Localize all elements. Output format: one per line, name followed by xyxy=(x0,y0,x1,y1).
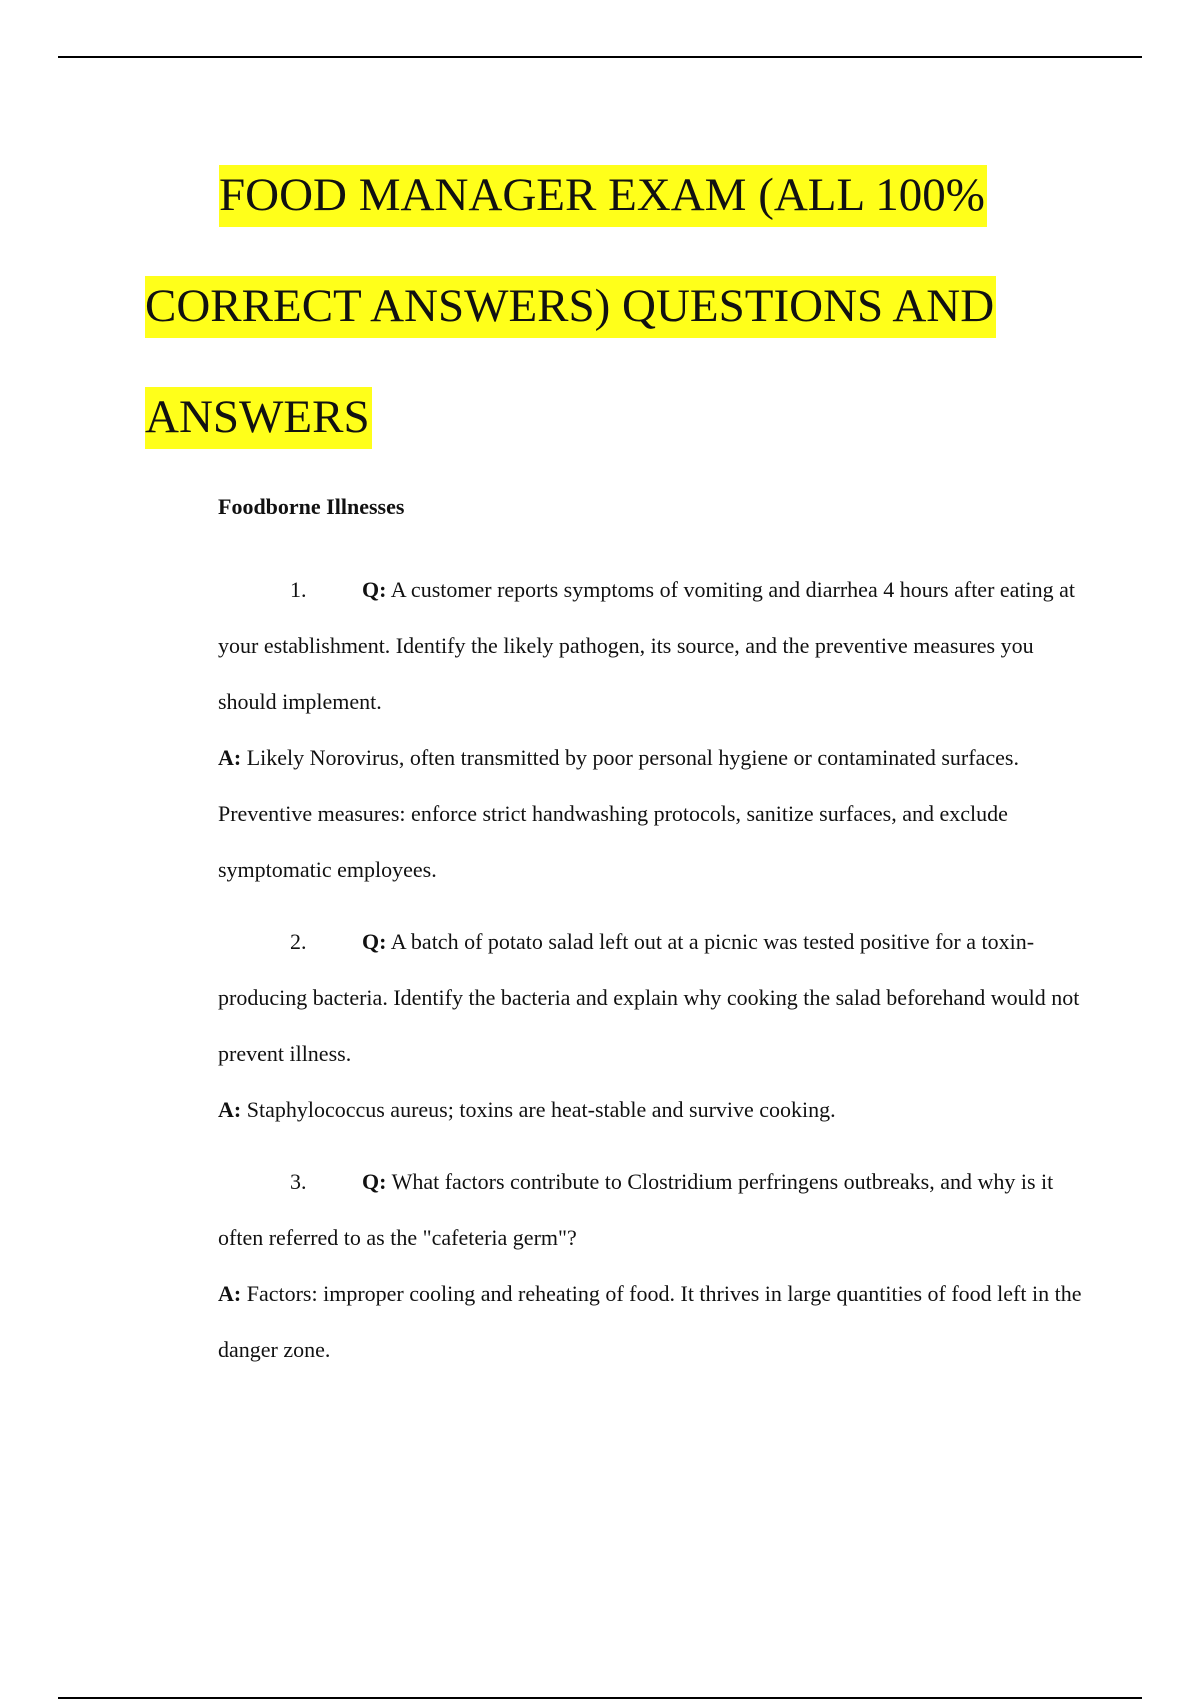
question-label: Q: xyxy=(362,577,387,602)
answer-1 xyxy=(218,730,1088,898)
qa-item-2 xyxy=(218,914,1088,1138)
qa-item-1 xyxy=(218,562,1088,898)
answer-label: A: xyxy=(218,1097,242,1122)
answer-text: Staphylococcus aureus; toxins are heat-stable and survive cooking. xyxy=(246,1097,836,1122)
question-text: What factors contribute to Clostridium perfringens outbreaks, and why is it often referred to as the "cafeteria germ"? xyxy=(218,1169,1054,1250)
answer-label: A: xyxy=(218,745,242,770)
answer-3 xyxy=(218,1266,1088,1378)
answer-label: A: xyxy=(218,1281,242,1306)
question-text: A batch of potato salad left out at a picnic was tested positive for a toxin-producing bacteria. Identify the bacteria and explain why cooking the salad beforehand would not prevent illness. xyxy=(218,929,1080,1066)
question-label: Q: xyxy=(362,1169,387,1194)
answer-text: Factors: improper cooling and reheating of food. It thrives in large quantities of food left in the danger zone. xyxy=(218,1281,1082,1362)
document-body xyxy=(218,490,1088,1394)
answer-2 xyxy=(218,1082,1088,1138)
title-line-3: ANSWERS xyxy=(145,362,1145,473)
document-title xyxy=(145,140,1145,473)
title-line-2: CORRECT ANSWERS) QUESTIONS AND xyxy=(145,251,1145,362)
top-rule xyxy=(58,56,1142,58)
qa-item-3 xyxy=(218,1154,1088,1378)
question-3 xyxy=(218,1154,1088,1266)
question-label: Q: xyxy=(362,929,387,954)
title-line-1: FOOD MANAGER EXAM (ALL 100% xyxy=(145,140,1145,251)
bottom-rule xyxy=(58,1697,1142,1699)
question-number: 2. xyxy=(290,929,307,954)
section-heading: Foodborne Illnesses xyxy=(218,494,405,519)
answer-text: Likely Norovirus, often transmitted by poor personal hygiene or contaminated surfaces. Preventive measures: enforce strict handwashing protocols, sanitize surfaces, and exclude symptomatic employees. xyxy=(218,745,1019,882)
question-1 xyxy=(218,562,1088,730)
question-2 xyxy=(218,914,1088,1082)
question-number: 3. xyxy=(290,1169,307,1194)
question-text: A customer reports symptoms of vomiting and diarrhea 4 hours after eating at your establishment. Identify the likely pathogen, its source, and the preventive measures you should implement. xyxy=(218,577,1076,714)
question-number: 1. xyxy=(290,577,307,602)
